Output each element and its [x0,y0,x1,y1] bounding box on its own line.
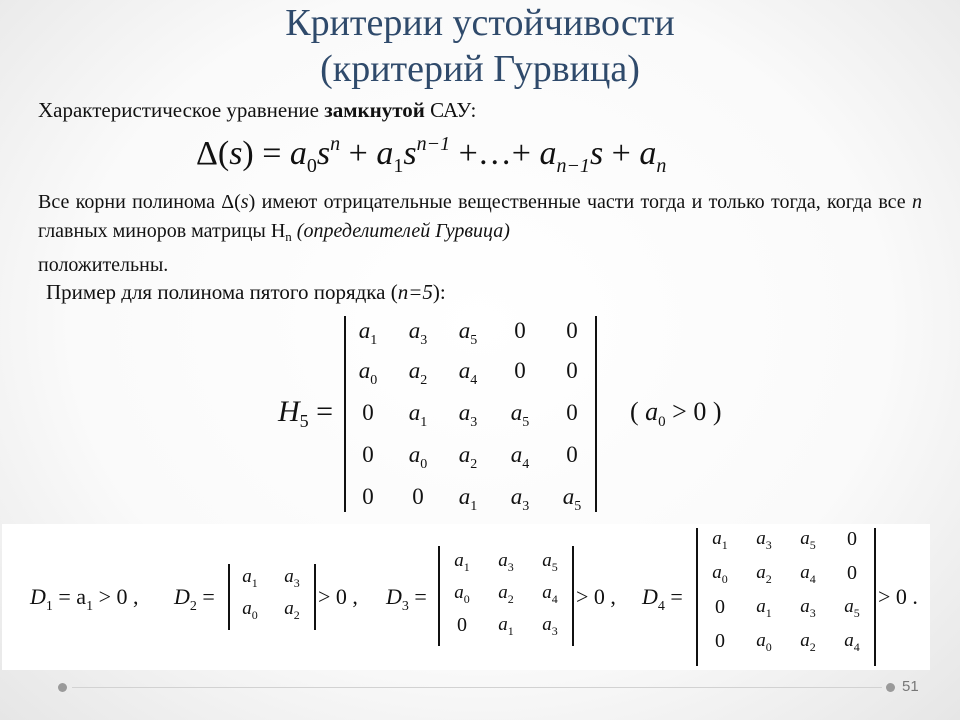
h5-label [278,395,333,432]
example-part-1: Пример для полинома пятого порядка ( [46,280,398,304]
para-s: s [240,191,249,213]
d3-cell: $a_1$ [498,614,514,638]
title-line-1: Критерии устойчивости [285,2,675,44]
footer-dot-right [886,683,895,692]
para-italic: (определителей Гурвица) [296,220,510,242]
d4-cell: $a_3$ [756,528,772,552]
h5-cell: $a_2$ [458,442,478,472]
h5-cell: 0 [362,400,374,425]
footer-dot-left [58,683,67,692]
h5-cell: $a_4$ [510,442,530,472]
determinants-panel [2,524,930,670]
formula-sub-1: 1 [393,155,404,177]
d3-cell: $a_1$ [454,550,470,574]
h5-cell: $a_1$ [358,318,378,348]
formula-plus-2: + [603,135,640,172]
d4-sub: 4 [657,599,665,614]
criterion-paragraph [38,188,922,280]
char-eq-label [38,98,476,123]
d2-right-bar [314,564,316,630]
d3-cell: $a_3$ [498,550,514,574]
d4-cell: $a_0$ [712,562,728,586]
h5-cell: $a_5$ [458,318,478,348]
slide-title [0,0,960,92]
d1-text: = a [52,584,87,609]
d4-tail: > 0 . [878,584,918,609]
d2-tail: > 0 , [318,584,358,609]
d2-letter: D [174,584,190,609]
d4-right-bar [874,528,876,666]
d1-letter: D [30,584,46,609]
d3-label [386,584,427,615]
h5-cell: $a_5$ [562,484,582,514]
d3-cell: $a_4$ [542,582,558,606]
para-part-1: Все корни полинома Δ( [38,191,241,213]
h5-sub: 5 [299,411,309,431]
d1-tail: > 0 , [93,584,139,609]
h5-cell: $a_3$ [408,318,428,348]
example-part-2: ): [432,280,446,304]
d2-cell: $a_0$ [242,598,258,622]
h5-cell: $a_3$ [458,400,478,430]
d4-cell: $a_4$ [844,630,860,654]
d4-cell: $a_2$ [800,630,816,654]
para-part-3: главных миноров матрицы H [38,220,286,242]
h5-cell: 0 [566,400,578,425]
h5-cell: $a_3$ [510,484,530,514]
d2-cell: $a_1$ [242,566,258,590]
d3-cell: 0 [457,614,467,636]
h5-cell: 0 [514,358,526,383]
formula-s-2: s [403,135,417,172]
formula-sup-n1: n−1 [416,133,451,155]
h5-cell: 0 [362,484,374,509]
d4-cell: $a_5$ [844,596,860,620]
d4-cell: $a_0$ [756,630,772,654]
formula-sup-n: n [330,133,341,155]
d4-cell: 0 [715,630,725,652]
d4-cell: $a_2$ [756,562,772,586]
d3-letter: D [386,584,402,609]
h5-cell: $a_5$ [510,400,530,430]
para-part-2: ) имеют отрицательные вещественные части тогда и только тогда, когда все [248,191,912,213]
char-eq-prefix: Характеристическое уравнение [38,98,325,122]
d2-sub: 2 [189,599,197,614]
d4-cell: $a_3$ [800,596,816,620]
h5-cell: 0 [566,442,578,467]
d4-letter: D [642,584,658,609]
d2-label [174,584,215,615]
example-n5: n=5 [397,280,433,304]
formula-an: a [639,135,657,172]
d3-right-bar [572,546,574,646]
formula-a1: a [376,135,394,172]
formula-s-3: s [589,135,604,172]
formula-delta: Δ( [196,135,230,172]
h5-cell: 0 [412,484,424,509]
d3-cell: $a_5$ [542,550,558,574]
para-part-4: положительны. [38,254,169,276]
h5-equals: = [308,395,334,428]
d4-cell: 0 [847,528,857,550]
formula-sub-n: n [656,155,667,177]
h5-cell: 0 [566,358,578,383]
h5-condition [630,397,722,431]
formula-sub-0: 0 [306,155,317,177]
formula-an1: a [539,135,557,172]
formula-eq: ) = [242,135,290,172]
d2-cell: $a_3$ [284,566,300,590]
d4-cell: $a_1$ [756,596,772,620]
h5-cell: $a_0$ [358,358,378,388]
d3-cell: $a_3$ [542,614,558,638]
h5-cell: 0 [514,318,526,343]
h5-cell: 0 [566,318,578,343]
h5-letter: H [278,395,300,428]
cond-sub: 0 [658,414,666,430]
h5-cell: $a_4$ [458,358,478,388]
h5-cell: $a_1$ [458,484,478,514]
example-line [46,280,446,305]
h5-cell: $a_2$ [408,358,428,388]
formula-a0: a [289,135,307,172]
formula-s-1: s [316,135,331,172]
formula-sub-n1: n−1 [556,155,590,177]
d1-sub: 1 [45,599,53,614]
d4-cell: $a_5$ [800,528,816,552]
char-eq-bold: замкнутой [324,98,425,122]
char-eq-suffix: САУ: [424,98,477,122]
title-line-2: (критерий Гурвица) [320,48,640,90]
d3-tail: > 0 , [576,584,616,609]
para-sub-n: n [285,229,292,244]
d3-eq: = [408,584,427,609]
cond-open: ( [630,397,646,426]
page-number: 51 [902,678,919,695]
formula-dots: +…+ [450,135,540,172]
d4-eq: = [664,584,683,609]
d2-cell: $a_2$ [284,598,300,622]
d3-cell: $a_2$ [498,582,514,606]
formula-s: s [229,135,243,172]
formula-plus-1: + [340,135,377,172]
h5-cell: $a_1$ [408,400,428,430]
polynomial-formula [196,133,666,178]
d4-label [642,584,683,615]
h5-cell: 0 [362,442,374,467]
d4-cell: $a_4$ [800,562,816,586]
cond-a: a [645,397,659,426]
d3-cell: $a_0$ [454,582,470,606]
cond-rest: > 0 ) [665,397,722,426]
para-n: n [912,191,922,213]
d2-eq: = [196,584,215,609]
d4-cell: 0 [715,596,725,618]
d3-sub: 3 [401,599,409,614]
d1-asub: 1 [86,599,94,614]
d4-cell: 0 [847,562,857,584]
footer-rule [72,687,882,688]
d4-cell: $a_1$ [712,528,728,552]
d1-expression [30,584,138,615]
h5-cell: $a_0$ [408,442,428,472]
